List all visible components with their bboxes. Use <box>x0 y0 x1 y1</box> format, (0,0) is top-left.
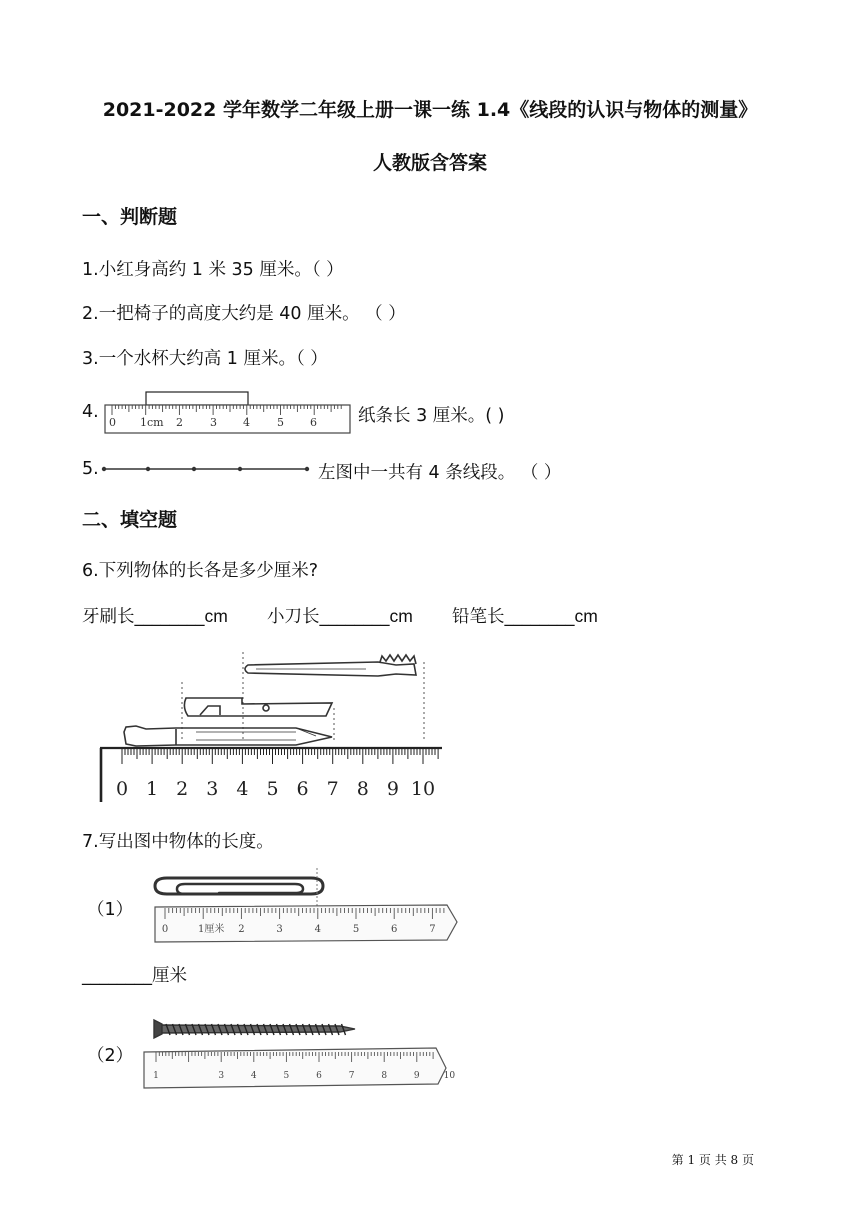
ruler-label: 3 <box>210 416 217 429</box>
blank-label: 小刀长 <box>266 607 320 627</box>
question-4-number: 4. <box>82 402 99 422</box>
ruler-q6 <box>100 748 442 802</box>
ruler-label: 5 <box>283 1071 290 1081</box>
part-2-label: （2） <box>87 1046 134 1066</box>
ruler-q4 <box>104 390 352 436</box>
section-heading-fill: 二、填空题 <box>82 509 178 531</box>
segment-point <box>146 467 150 471</box>
question-5-number: 5. <box>82 459 99 479</box>
ruler-label: 5 <box>352 924 360 935</box>
paper-strip <box>146 392 248 405</box>
ruler-label: 6 <box>391 924 398 935</box>
segment-point <box>305 467 309 471</box>
knife <box>184 698 332 716</box>
ruler-label: 1cm <box>140 416 164 429</box>
ruler-label: 4 <box>250 1071 257 1081</box>
ruler-label: 7 <box>429 924 436 935</box>
unit-label: 厘米 <box>152 966 187 986</box>
blank-label: 牙刷长 <box>82 607 135 627</box>
ruler-label: 4 <box>243 416 250 429</box>
paper-clip <box>155 878 323 894</box>
ruler-label: 6 <box>316 1071 322 1081</box>
ruler-label: 10 <box>443 1071 456 1081</box>
ruler-label: 0 <box>115 778 129 800</box>
ruler-label: 6 <box>310 416 317 429</box>
answer-blank: ________ <box>319 607 390 627</box>
segment-figure <box>100 462 312 476</box>
pencil <box>124 726 332 746</box>
part-1-label: （1） <box>87 900 134 920</box>
segment-point <box>192 467 196 471</box>
question-7: 7.写出图中物体的长度。 <box>82 832 274 852</box>
blank-label: 铅笔长 <box>451 607 505 627</box>
ruler-label: 1厘米 <box>198 924 225 935</box>
answer-blank: ________ <box>504 607 575 627</box>
blank-unit: cm <box>389 606 413 626</box>
ruler-label: 4 <box>314 924 321 935</box>
question-3: 3.一个水杯大约高 1 厘米。（ ） <box>82 349 328 369</box>
ruler-label: 9 <box>413 1071 420 1081</box>
ruler-label: 2 <box>238 924 245 935</box>
measure-figure-q7-1 <box>145 862 463 950</box>
question-2: 2.一把椅子的高度大约是 40 厘米。 （ ） <box>82 304 406 324</box>
answer-blank: ________ <box>82 966 152 986</box>
question-6: 6.下列物体的长各是多少厘米? <box>82 561 318 581</box>
measure-figure-q6 <box>96 640 446 810</box>
segment-point <box>238 467 242 471</box>
ruler-label: 9 <box>386 778 399 800</box>
toothbrush <box>245 655 416 676</box>
ruler-label: 5 <box>277 416 284 429</box>
ruler-label: 3 <box>206 778 219 800</box>
segment-point <box>102 467 106 471</box>
measure-figure-q7-2 <box>140 1012 456 1096</box>
ruler-label: 8 <box>381 1071 388 1081</box>
ruler-label: 2 <box>176 416 183 429</box>
section-heading-judge: 一、判断题 <box>82 206 178 228</box>
doc-title-line2: 人教版含答案 <box>372 152 487 174</box>
doc-title-line1: 2021-2022 学年数学二年级上册一课一练 1.4《线段的认识与物体的测量》 <box>102 99 758 121</box>
answer-blank: ________ <box>134 607 205 627</box>
ruler-label: 3 <box>276 924 283 935</box>
ruler-label: 1 <box>153 1071 159 1081</box>
screw <box>154 1020 355 1038</box>
ruler-label: 1 <box>146 778 159 800</box>
ruler-label: 2 <box>176 778 189 800</box>
answer-line-7-1 <box>82 962 187 987</box>
ruler-label: 0 <box>109 416 116 429</box>
ruler-label: 7 <box>348 1071 355 1081</box>
blank-unit: cm <box>574 606 598 626</box>
ruler-label: 3 <box>218 1071 225 1081</box>
ruler-label: 0 <box>161 924 169 935</box>
question-6-blanks <box>82 603 598 628</box>
ruler-label: 7 <box>326 778 339 800</box>
page-footer: 第 1 页 共 8 页 <box>671 1153 754 1167</box>
ruler-label: 6 <box>296 778 309 800</box>
ruler-label: 10 <box>410 778 436 800</box>
question-5: 左图中一共有 4 条线段。 （ ） <box>318 463 562 483</box>
question-1: 1.小红身高约 1 米 35 厘米。（ ） <box>82 260 344 280</box>
question-4: 纸条长 3 厘米。( ) <box>358 406 505 426</box>
ruler-label: 8 <box>356 778 369 800</box>
ruler-label: 5 <box>266 778 279 800</box>
ruler-label: 4 <box>236 778 249 800</box>
blank-unit: cm <box>204 606 228 626</box>
